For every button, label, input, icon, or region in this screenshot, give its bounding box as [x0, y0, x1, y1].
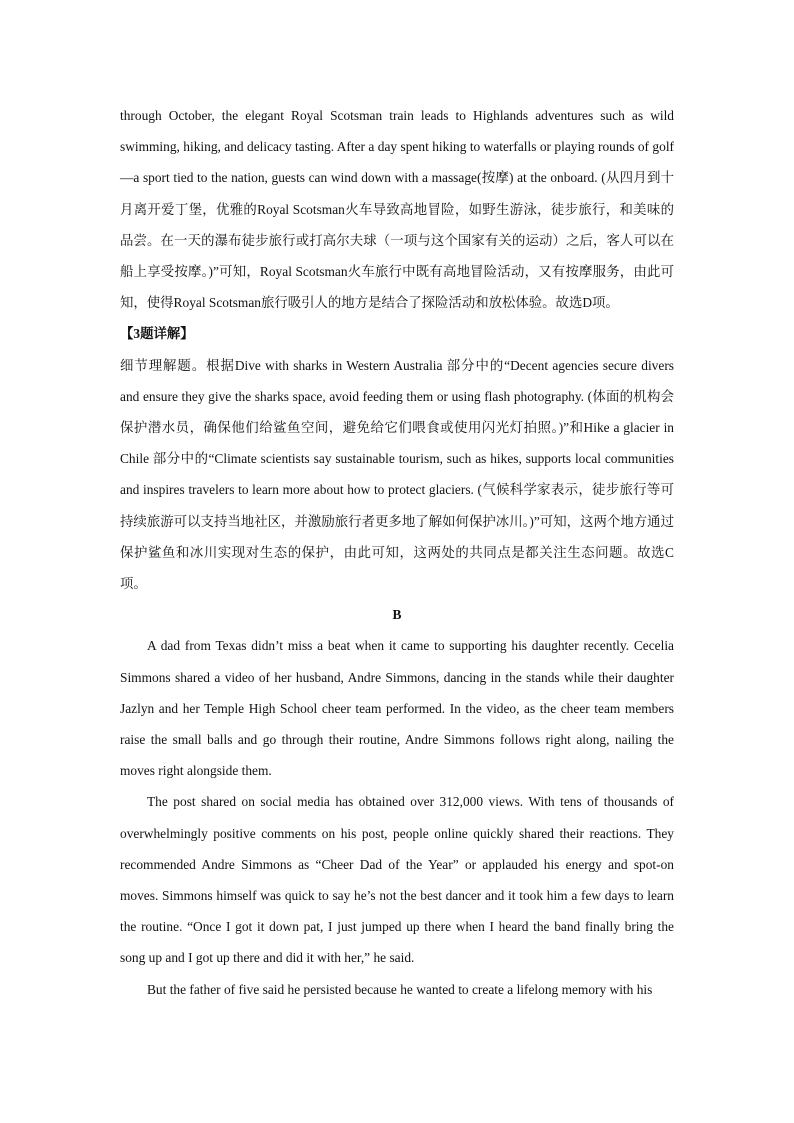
paragraph: 细节理解题。根据Dive with sharks in Western Australia 部分中的“Decent agencies secure divers and ensure they give the sharks space, avoid feeding them or using flash photography. (体面的机构会保护潜水员，确保他们给鲨鱼空间，避免给它们喂食或使用闪光灯拍照。)”和Hike a glacier in Chile 部分中的“Climate scientists say sustainable tourism, such as hikes, supports local communities and inspires travelers to learn more about how to protect glaciers. (气候科学家表示，徒步旅行等可持续旅游可以支持当地社区，并激励旅行者更多地了解如何保护冰川。)”可知，这两个地方通过保护鲨鱼和冰川实现对生态的保护，由此可知，这两处的共同点是都关注生态问题。故选C项。 — [120, 357, 674, 592]
paragraph: A dad from Texas didn’t miss a beat when it came to supporting his daughter recently. Cecelia Simmons shared a video of her husband, Andre Simmons, dancing in the stands while their daughter Jazlyn and her Temple High School cheer team performed. In the video, as the cheer team members raise the small balls and go through their routine, Andre Simmons follows right along, nailing the moves right alongside them. — [120, 638, 674, 779]
passage-title: B — [392, 607, 402, 623]
paragraph: through October, the elegant Royal Scotsman train leads to Highlands adventures such as wild swimming, hiking, and delicacy tasting. After a day spent hiking to waterfalls or playing rounds of golf—a sport tied to the nation, guests can wind down with a massage(按摩) at the onboard. (从四月到十月离开爱丁堡，优雅的Royal Scotsman火车导致高地冒险，如野生游泳，徒步旅行，和美味的品尝。在一天的瀑布徒步旅行或打高尔夫球（一项与这个国家有关的运动）之后，客人可以在船上享受按摩。)”可知，Royal Scotsman火车旅行中既有高地冒险活动，又有按摩服务，由此可知，使得Royal Scotsman旅行吸引人的地方是结合了探险活动和放松体验。故选D项。 — [120, 108, 674, 311]
paragraph: The post shared on social media has obtained over 312,000 views. With tens of thousands of overwhelmingly positive comments on his post, people online quickly shared their reactions. They recommended Andre Simmons as “Cheer Dad of the Year” or applauded his energy and spot-on moves. Simmons himself was quick to say he’s not the best dancer and it took him a few days to learn the routine. “Once I got it down pat, I just jumped up there when I heard the band finally bring the song up and I got up there and did it with her,” he said. — [120, 794, 674, 966]
section-heading: 【3题详解】 — [120, 326, 194, 342]
paragraph: But the father of five said he persisted because he wanted to create a lifelong memory with his — [147, 981, 653, 997]
document-body — [120, 100, 674, 1005]
